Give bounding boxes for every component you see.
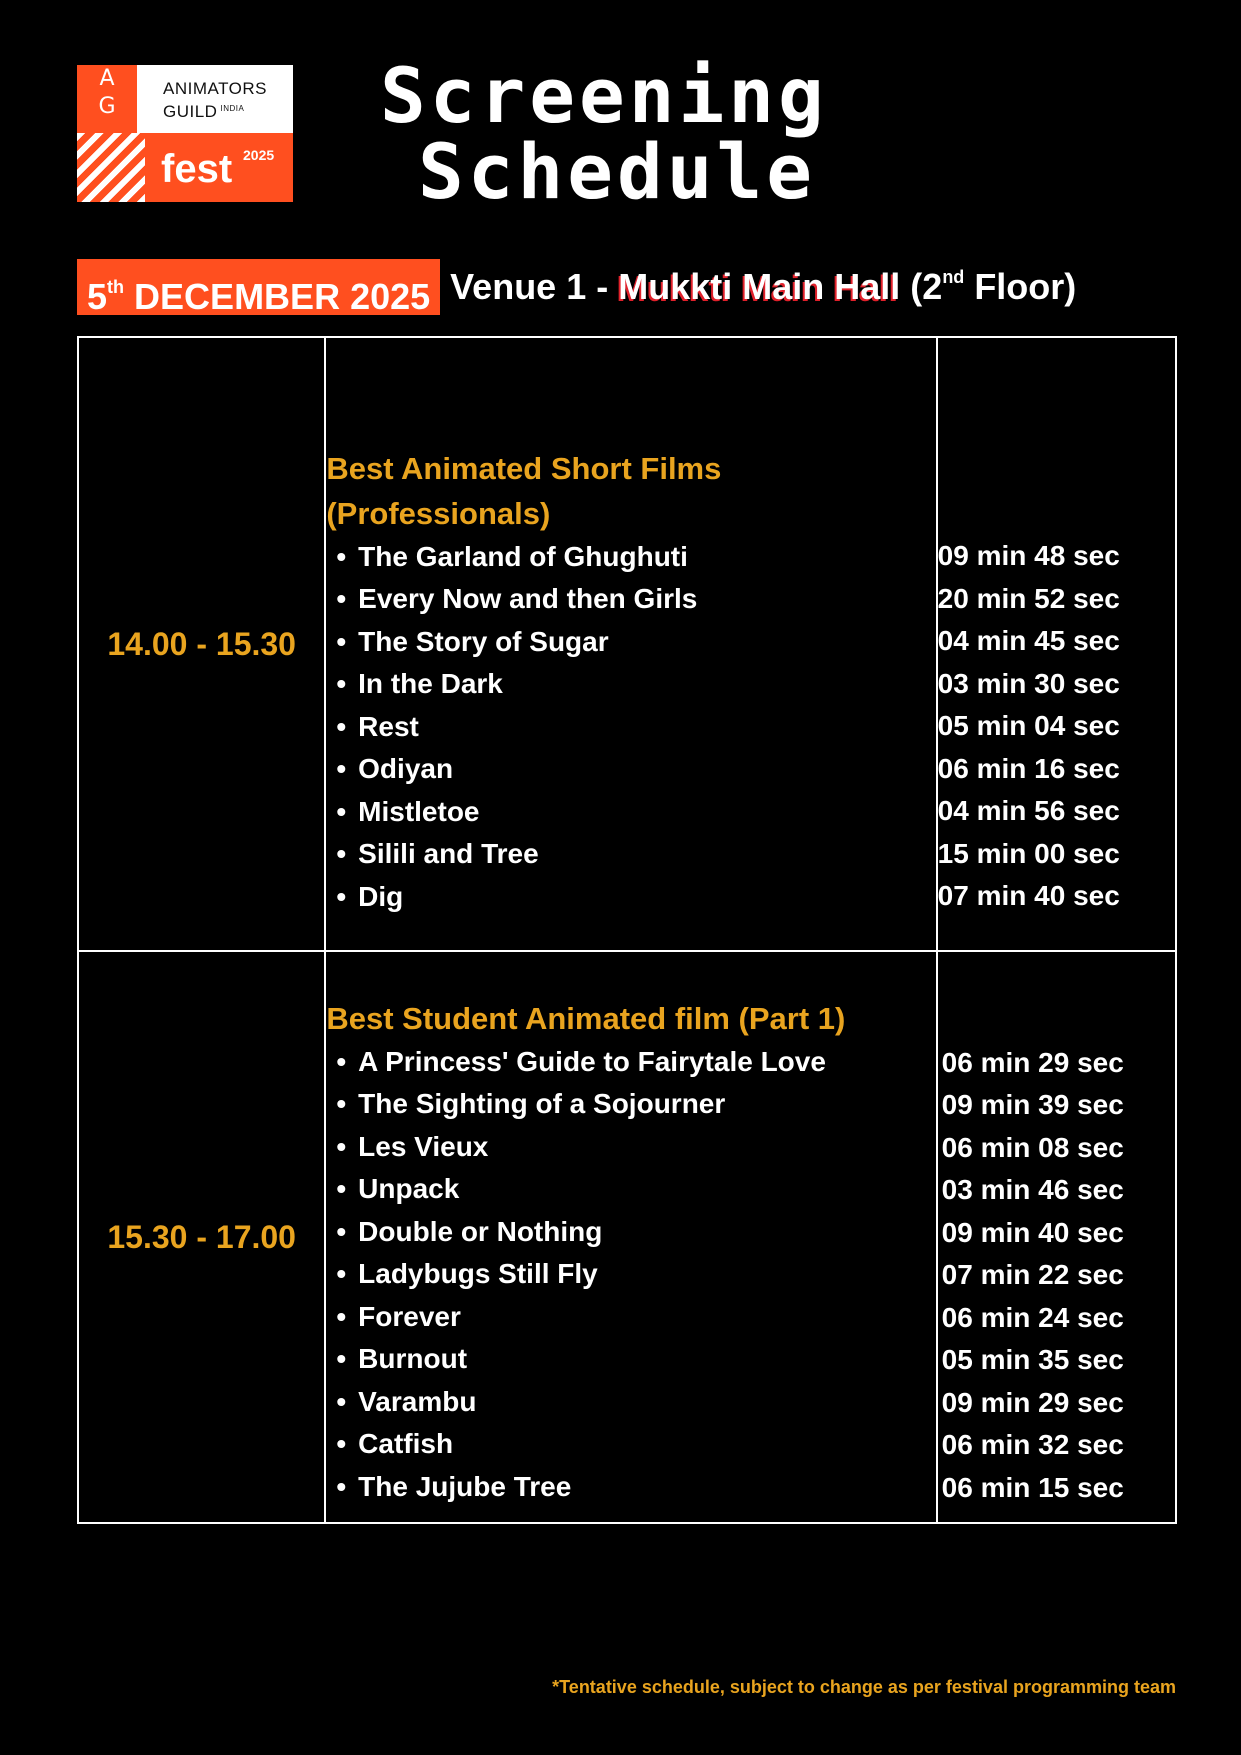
logo-bottom: [77, 133, 293, 202]
list-item: • The Story of Sugar: [336, 621, 935, 664]
film-duration: 15 min 00 sec: [937, 837, 1120, 869]
festival-logo: [77, 65, 293, 202]
date-badge: [77, 259, 440, 315]
list-item: • Unpack: [336, 1168, 935, 1211]
list-item: • Dig: [336, 876, 935, 919]
date-day-suffix: th: [107, 277, 125, 297]
duration-list: [938, 535, 1175, 918]
list-item: • Double or Nothing: [336, 1211, 935, 1254]
ag-mark-icon: [77, 65, 137, 133]
logo-org-line2: GUILD: [163, 102, 218, 121]
logo-org-name: [163, 79, 267, 122]
film-duration: 05 min 04 sec: [937, 710, 1120, 742]
venue-prefix: Venue 1 -: [450, 266, 619, 307]
film-duration: 06 min 16 sec: [937, 752, 1120, 784]
list-item: • Silili and Tree: [336, 833, 935, 876]
film-duration: 05 min 35 sec: [941, 1344, 1124, 1376]
date-rest: DECEMBER 2025: [134, 276, 431, 317]
film-duration: 20 min 52 sec: [937, 582, 1120, 614]
film-duration: 06 min 24 sec: [941, 1301, 1124, 1333]
film-duration: 03 min 46 sec: [941, 1174, 1124, 1206]
venue-floor-close: Floor): [964, 266, 1077, 307]
film-duration: 03 min 30 sec: [937, 667, 1120, 699]
list-item: • The Garland of Ghughuti: [336, 536, 935, 579]
film-duration: 07 min 40 sec: [937, 880, 1120, 912]
film-duration: 06 min 15 sec: [941, 1471, 1124, 1503]
logo-org-line1: ANIMATORS: [163, 79, 267, 98]
film-list: [326, 1041, 935, 1509]
logo-org-country: INDIA: [220, 104, 245, 113]
schedule-table: [77, 336, 1177, 1524]
logo-fest: fest: [161, 147, 233, 191]
session-films-cell: [325, 951, 936, 1523]
title-line2: Schedule: [418, 127, 817, 216]
film-list: [326, 536, 935, 919]
session-films-cell: [325, 337, 936, 951]
logo-org-line2-wrap: [163, 99, 267, 122]
venue-label: [450, 266, 1076, 308]
logo-mark-top: A: [99, 66, 115, 91]
logo-top: [77, 65, 293, 133]
list-item: • In the Dark: [336, 663, 935, 706]
film-duration: 09 min 48 sec: [937, 540, 1120, 572]
venue-hall: Mukkti Main Hall: [618, 266, 901, 307]
logo-year: 2025: [243, 147, 275, 163]
film-duration: 06 min 32 sec: [941, 1429, 1124, 1461]
venue-floor-suffix: nd: [942, 267, 965, 287]
date-venue-line: [77, 259, 1076, 315]
session-category: Best Animated Short Films (Professionals): [326, 450, 722, 531]
film-duration: 07 min 22 sec: [941, 1259, 1124, 1291]
list-item: • The Jujube Tree: [336, 1466, 935, 1509]
list-item: • Ladybugs Still Fly: [336, 1253, 935, 1296]
duration-list: [938, 1042, 1175, 1510]
session-durations-cell: [937, 951, 1176, 1523]
table-row: [78, 337, 1176, 951]
session-time: 15.30 - 17.00: [78, 951, 325, 1523]
list-item: • Catfish: [336, 1423, 935, 1466]
venue-floor-open: (2: [910, 266, 943, 307]
film-duration: 09 min 39 sec: [941, 1089, 1124, 1121]
session-category: Best Student Animated film (Part 1): [326, 1000, 846, 1036]
list-item: • Rest: [336, 706, 935, 749]
list-item: • A Princess' Guide to Fairytale Love: [336, 1041, 935, 1084]
table-row: [78, 951, 1176, 1523]
film-duration: 09 min 29 sec: [941, 1386, 1124, 1418]
session-durations-cell: [937, 337, 1176, 951]
list-item: • Mistletoe: [336, 791, 935, 834]
film-duration: 06 min 08 sec: [941, 1131, 1124, 1163]
film-duration: 06 min 29 sec: [941, 1046, 1124, 1078]
stripes-icon: [77, 133, 145, 202]
list-item: • Burnout: [336, 1338, 935, 1381]
page-title: [380, 51, 1000, 216]
film-duration: 09 min 40 sec: [941, 1216, 1124, 1248]
list-item: • Les Vieux: [336, 1126, 935, 1169]
list-item: • Odiyan: [336, 748, 935, 791]
list-item: • Varambu: [336, 1381, 935, 1424]
list-item: • Forever: [336, 1296, 935, 1339]
logo-mark-bottom: G: [98, 94, 116, 119]
list-item: • The Sighting of a Sojourner: [336, 1083, 935, 1126]
date-day: 5: [87, 276, 108, 317]
title-line1: Screening: [380, 51, 828, 140]
film-duration: 04 min 45 sec: [937, 625, 1120, 657]
list-item: • Every Now and then Girls: [336, 578, 935, 621]
session-time: 14.00 - 15.30: [78, 337, 325, 951]
film-duration: 04 min 56 sec: [937, 795, 1120, 827]
footnote: *Tentative schedule, subject to change as per festival programming team: [552, 1677, 1176, 1697]
